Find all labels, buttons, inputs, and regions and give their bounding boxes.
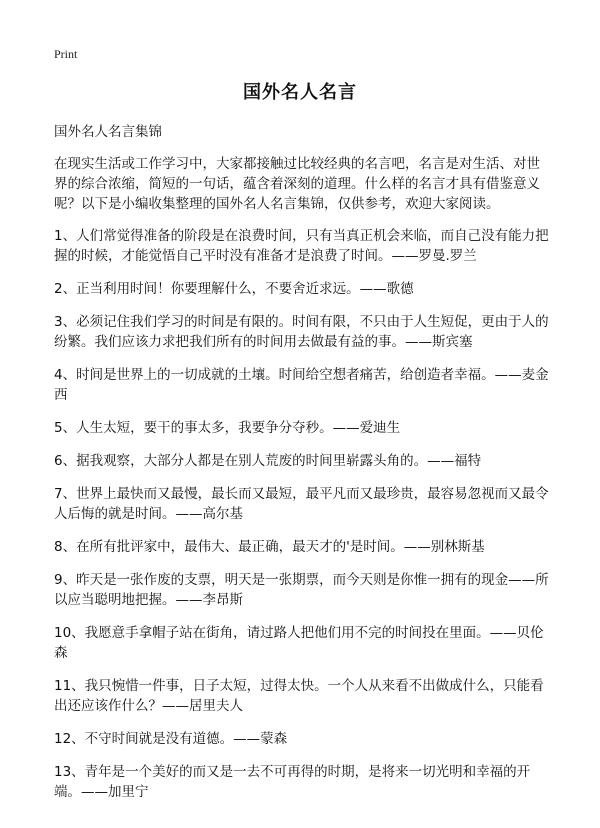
quote-9: 9、昨天是一张作废的支票，明天是一张期票，而今天则是你惟一拥有的现金——所以应当聪明地把握。——李昂斯 [54,572,549,608]
page-title: 国外名人名言 [243,82,357,103]
quote-4: 4、时间是世界上的一切成就的土壤。时间给空想者痛苦，给创造者幸福。——麦金西 [54,367,549,403]
quote-12: 12、不守时间就是没有道德。——蒙森 [54,731,288,747]
quote-5: 5、人生太短，要干的事太多，我要争分夺秒。——爱迪生 [54,420,401,436]
quote-2: 2、正当利用时间！你要理解什么，不要舍近求远。——歌德 [54,281,414,297]
intro-paragraph: 在现实生活或工作学习中，大家都接触过比较经典的名言吧，名言是对生活、对世界的综合浓缩，简短的一句话，蕴含着深刻的道理。什么样的名言才具有借鉴意义呢？以下是小编收集整理的国外名人名言集锦，仅供参考，欢迎大家阅读。 [54,156,540,212]
print-label: Print [54,47,78,61]
quote-8: 8、在所有批评家中，最伟大、最正确，最天才的'是时间。——别林斯基 [54,539,485,555]
quote-11: 11、我只惋惜一件事，日子太短，过得太快。一个人从来看不出做成什么，只能看出还应该作什么？——居里夫人 [54,678,544,714]
document-body [54,122,550,815]
quote-3: 3、必须记住我们学习的时间是有限的。时间有限，不只由于人生短促，更由于人的纷繁。我们应该力求把我们所有的时间用去做最有益的事。——斯宾塞 [54,314,549,350]
quote-13: 13、青年是一个美好的而又是一去不可再得的时期，是将来一切光明和幸福的开端。——加里宁 [54,764,531,800]
quote-1: 1、人们常觉得准备的阶段是在浪费时间，只有当真正机会来临，而自己没有能力把握的时候，才能觉悟自己平时没有准备才是浪费了时间。——罗曼.罗兰 [54,228,549,264]
quote-7: 7、世界上最快而又最慢，最长而又最短，最平凡而又最珍贵，最容易忽视而又最令人后悔的就是时间。——高尔基 [54,486,549,522]
quote-6: 6、据我观察，大部分人都是在别人荒废的时间里崭露头角的。——福特 [54,453,482,469]
document-subtitle: 国外名人名言集锦 [54,124,162,140]
quote-10: 10、我愿意手拿帽子站在街角，请过路人把他们用不完的时间投在里面。——贝伦森 [54,625,544,661]
